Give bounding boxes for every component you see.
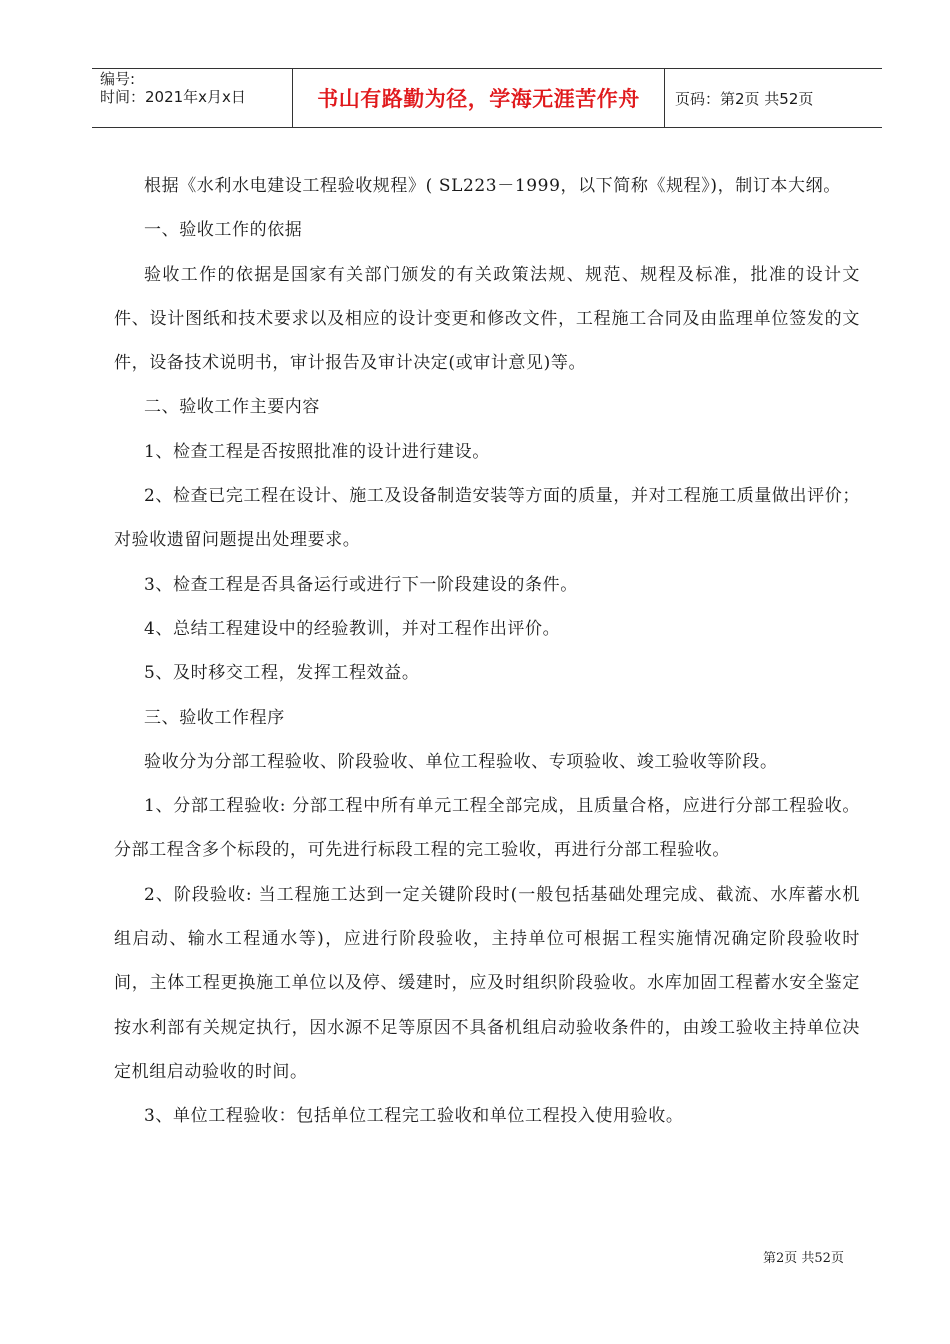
paragraph-procedure-stages: 验收分为分部工程验收、阶段验收、单位工程验收、专项验收、竣工验收等阶段。 — [144, 751, 778, 772]
list-item-procedure-3: 3、单位工程验收：包括单位工程完工验收和单位工程投入使用验收。 — [144, 1106, 684, 1127]
section-heading-content: 二、验收工作主要内容 — [144, 397, 320, 418]
list-item-procedure-2: 2、阶段验收: 当工程施工达到一定关键阶段时(一般包括基础处理完成、截流、水库蓄水机组启动、输水工程通水等)，应进行阶段验收，主持单位可根据工程实施情况确定阶段验收时间，主体工程更换施工单位以及停、缓建时，应及时组织阶段验收。水库加固工程蓄水安全鉴定按水利部有关规定执行，因水源不足等原因不具备机组启动验收条件的，由竣工验收主持单位决定机组启动验收的时间。 — [114, 884, 860, 1082]
header-page-cell — [665, 69, 882, 127]
list-item-content-2: 2、检查已完工程在设计、施工及设备制造安装等方面的质量，并对工程施工质量做出评价；对验收遗留问题提出处理要求。 — [114, 486, 860, 551]
list-item-procedure-1: 1、分部工程验收: 分部工程中所有单元工程全部完成，且质量合格，应进行分部工程验收。分部工程含多个标段的，可先进行标段工程的完工验收，再进行分部工程验收。 — [114, 796, 860, 861]
section-heading-basis: 一、验收工作的依据 — [144, 220, 303, 241]
document-time-label: 时间：2021年x月x日 — [100, 88, 246, 106]
footer-page-number: 第2页 共52页 — [763, 1251, 844, 1266]
list-item-content-4: 4、总结工程建设中的经验教训，并对工程作出评价。 — [144, 618, 561, 639]
header-motto-cell — [293, 69, 665, 127]
header-table — [92, 68, 882, 128]
document-number-label: 编号: — [100, 70, 136, 88]
header-meta-cell — [92, 69, 293, 127]
list-item-content-5: 5、及时移交工程，发挥工程效益。 — [144, 663, 420, 684]
section-heading-procedure: 三、验收工作程序 — [144, 707, 285, 728]
paragraph-intro: 根据《水利水电建设工程验收规程》( SL223－1999，以下简称《规程》)，制订本大纲。 — [144, 176, 841, 196]
paragraph-basis: 验收工作的依据是国家有关部门颁发的有关政策法规、规范、规程及标准，批准的设计文件、设计图纸和技术要求以及相应的设计变更和修改文件，工程施工合同及由监理单位签发的文件，设备技术说明书，审计报告及审计决定(或审计意见)等。 — [114, 264, 860, 374]
header-page-info: 页码：第2页 共52页 — [675, 89, 814, 108]
document-body — [114, 164, 860, 1139]
list-item-content-3: 3、检查工程是否具备运行或进行下一阶段建设的条件。 — [144, 574, 578, 595]
header-motto: 书山有路勤为径，学海无涯苦作舟 — [317, 87, 640, 111]
list-item-content-1: 1、检查工程是否按照批准的设计进行建设。 — [144, 441, 490, 462]
